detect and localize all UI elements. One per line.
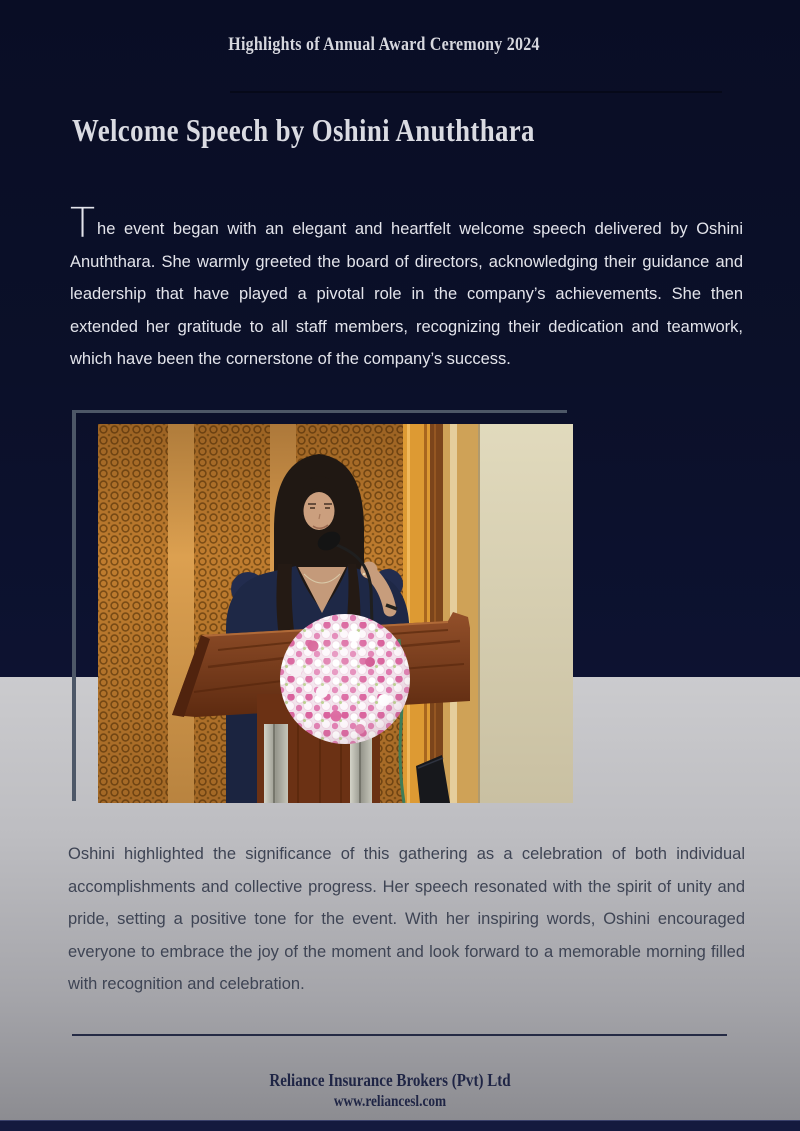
bottom-navy-bar — [0, 1120, 800, 1131]
initial-capital: T — [70, 199, 96, 247]
speech-photo — [98, 424, 573, 803]
photo-frame-left-line — [72, 410, 76, 801]
page-header: Highlights of Annual Award Ceremony 2024 — [228, 34, 540, 55]
footer-divider — [72, 1034, 727, 1036]
photo-frame-top-line — [72, 410, 567, 413]
speech-photo-illustration — [98, 424, 573, 803]
footer-company-name: Reliance Insurance Brokers (Pvt) Ltd — [269, 1070, 511, 1090]
closing-paragraph: Oshini highlighted the significance of this gathering as a celebration of both individual accomplishments and collective progress. Her speech resonated with the spirit of unity and pride, setting a positive tone for the event. With her inspiring words, Oshini encouraged everyone to embrace the joy of the moment and look forward to a memorable morning filled with recognition and celebration. — [68, 845, 745, 993]
page-title: Welcome Speech by Oshini Anuththara — [72, 112, 535, 148]
cream-wall — [478, 424, 573, 803]
footer-website: www.reliancesl.com — [333, 1093, 447, 1110]
header-faint-rule — [230, 91, 722, 93]
flower-ball — [280, 614, 410, 744]
intro-paragraph-text: he event began with an elegant and heartfelt welcome speech delivered by Oshini Anuththara. She warmly greeted the board of directors, acknowledging their guidance and leadership that have played a pivotal role in the company’s achievements. She then extended her gratitude to all staff members, recognizing their dedication and teamwork, which have been the cornerstone of the company’s success. — [70, 220, 743, 368]
intro-paragraph — [70, 199, 743, 376]
